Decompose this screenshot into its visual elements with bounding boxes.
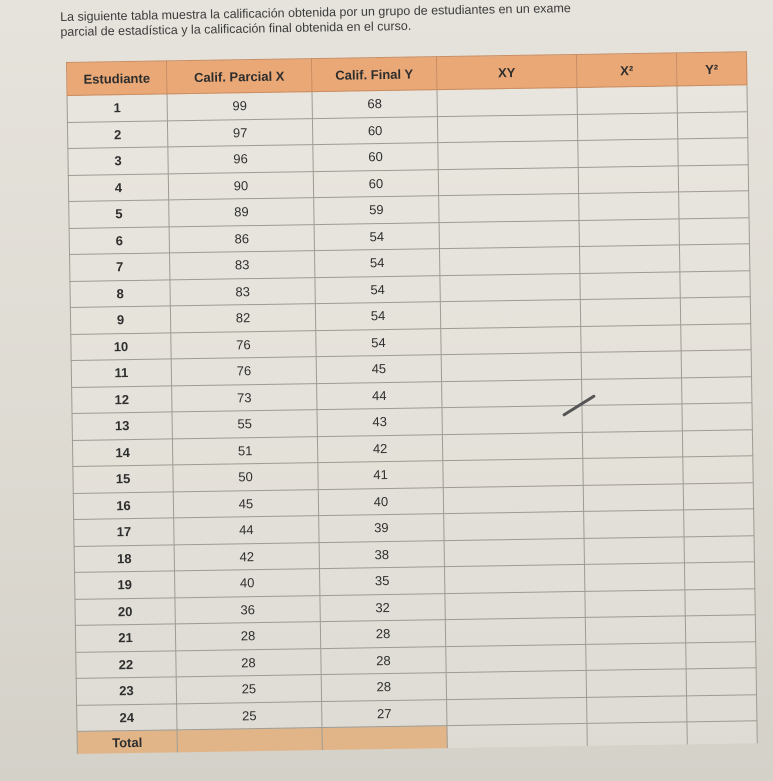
header-y-squared: Y² [676, 52, 747, 86]
cell-estudiante: 6 [69, 226, 169, 254]
cell-xy[interactable] [443, 485, 583, 514]
cell-y-squared[interactable] [682, 429, 752, 457]
cell-estudiante: 10 [71, 332, 171, 360]
cell-x-squared[interactable] [579, 245, 679, 273]
cell-estudiante: 23 [76, 677, 176, 705]
cell-estudiante: 7 [70, 253, 170, 281]
total-y-squared [687, 721, 757, 745]
cell-final-y: 54 [314, 249, 439, 277]
cell-final-y: 41 [318, 461, 443, 489]
cell-x-squared[interactable] [578, 139, 678, 167]
cell-x-squared[interactable] [583, 483, 683, 511]
cell-final-y: 54 [314, 222, 439, 250]
cell-xy[interactable] [446, 670, 586, 699]
header-x-squared: X² [576, 53, 677, 88]
cell-xy[interactable] [437, 87, 577, 116]
cell-xy[interactable] [441, 352, 581, 381]
cell-x-squared[interactable] [583, 457, 683, 485]
cell-final-y: 38 [319, 540, 444, 568]
table-body [67, 85, 757, 732]
cell-xy[interactable] [443, 458, 583, 487]
cell-y-squared[interactable] [682, 403, 752, 431]
cell-final-y: 54 [315, 275, 440, 303]
cell-estudiante: 1 [67, 94, 167, 122]
cell-final-y: 32 [320, 593, 445, 621]
cell-xy[interactable] [440, 299, 580, 328]
cell-x-squared[interactable] [582, 377, 682, 405]
cell-estudiante: 9 [70, 306, 170, 334]
cell-estudiante: 24 [77, 703, 177, 731]
total-xy [447, 723, 587, 748]
cell-parcial-x: 90 [168, 171, 313, 200]
cell-final-y: 35 [319, 567, 444, 595]
cell-y-squared[interactable] [685, 588, 755, 616]
cell-y-squared[interactable] [679, 191, 749, 219]
cell-estudiante: 19 [75, 571, 175, 599]
cell-xy[interactable] [439, 246, 579, 275]
cell-y-squared[interactable] [684, 509, 754, 537]
cell-parcial-x: 28 [175, 622, 320, 651]
cell-y-squared[interactable] [685, 615, 755, 643]
cell-parcial-x: 42 [174, 542, 319, 571]
cell-parcial-x: 45 [173, 489, 318, 518]
cell-estudiante: 17 [74, 518, 174, 546]
cell-y-squared[interactable] [679, 217, 749, 245]
grades-table-wrap [66, 51, 757, 754]
cell-parcial-x: 86 [169, 224, 314, 253]
cell-x-squared[interactable] [581, 351, 681, 379]
cell-parcial-x: 51 [172, 436, 317, 465]
cell-y-squared[interactable] [679, 244, 749, 272]
cell-estudiante: 14 [72, 438, 172, 466]
cell-x-squared[interactable] [584, 510, 684, 538]
cell-final-y: 54 [315, 302, 440, 330]
cell-final-y: 68 [312, 90, 437, 118]
cell-x-squared[interactable] [582, 404, 682, 432]
cell-final-y: 60 [313, 143, 438, 171]
cell-estudiante: 8 [70, 279, 170, 307]
cell-xy[interactable] [444, 538, 584, 567]
total-label: Total [77, 730, 177, 754]
cell-xy[interactable] [441, 326, 581, 355]
cell-estudiante: 22 [76, 650, 176, 678]
cell-final-y: 59 [314, 196, 439, 224]
cell-parcial-x: 89 [169, 198, 314, 227]
cell-x-squared[interactable] [578, 165, 678, 193]
cell-estudiante: 21 [75, 624, 175, 652]
cell-x-squared[interactable] [585, 589, 685, 617]
cell-parcial-x: 83 [170, 277, 315, 306]
cell-estudiante: 11 [71, 359, 171, 387]
cell-parcial-x: 25 [177, 701, 322, 730]
cell-xy[interactable] [440, 273, 580, 302]
cell-parcial-x: 97 [167, 118, 312, 147]
total-x [177, 728, 322, 753]
cell-final-y: 45 [316, 355, 441, 383]
cell-x-squared[interactable] [580, 271, 680, 299]
cell-y-squared[interactable] [683, 456, 753, 484]
cell-x-squared[interactable] [582, 430, 682, 458]
cell-y-squared[interactable] [677, 111, 747, 139]
cell-parcial-x: 76 [171, 330, 316, 359]
cell-x-squared[interactable] [580, 298, 680, 326]
cell-x-squared[interactable] [585, 616, 685, 644]
cell-parcial-x: 55 [172, 410, 317, 439]
cell-estudiante: 4 [68, 173, 168, 201]
cell-parcial-x: 73 [172, 383, 317, 412]
cell-x-squared[interactable] [584, 563, 684, 591]
cell-x-squared[interactable] [577, 86, 677, 114]
cell-estudiante: 16 [73, 491, 173, 519]
cell-parcial-x: 28 [176, 648, 321, 677]
intro-text [60, 0, 770, 40]
cell-parcial-x: 96 [168, 145, 313, 174]
cell-estudiante: 15 [73, 465, 173, 493]
total-y [322, 726, 447, 750]
cell-xy[interactable] [444, 564, 584, 593]
cell-x-squared[interactable] [587, 695, 687, 723]
cell-final-y: 43 [317, 408, 442, 436]
cell-y-squared[interactable] [683, 482, 753, 510]
cell-y-squared[interactable] [677, 85, 747, 113]
cell-estudiante: 18 [74, 544, 174, 572]
cell-final-y: 42 [317, 434, 442, 462]
cell-final-y: 44 [317, 381, 442, 409]
cell-y-squared[interactable] [678, 164, 748, 192]
cell-x-squared[interactable] [586, 642, 686, 670]
cell-xy[interactable] [439, 193, 579, 222]
header-xy: XY [436, 54, 577, 89]
cell-x-squared[interactable] [577, 112, 677, 140]
cell-y-squared[interactable] [680, 270, 750, 298]
cell-parcial-x: 83 [170, 251, 315, 280]
cell-parcial-x: 25 [176, 675, 321, 704]
cell-y-squared[interactable] [686, 668, 756, 696]
cell-parcial-x: 44 [174, 516, 319, 545]
cell-xy[interactable] [442, 379, 582, 408]
cell-x-squared[interactable] [579, 218, 679, 246]
cell-y-squared[interactable] [686, 641, 756, 669]
cell-xy[interactable] [446, 644, 586, 673]
cell-parcial-x: 76 [171, 357, 316, 386]
cell-final-y: 28 [321, 646, 446, 674]
cell-x-squared[interactable] [584, 536, 684, 564]
cell-xy[interactable] [445, 617, 585, 646]
cell-final-y: 28 [320, 620, 445, 648]
cell-xy[interactable] [447, 697, 587, 726]
header-calif-parcial-x: Calif. Parcial X [166, 59, 312, 94]
cell-parcial-x: 50 [173, 463, 318, 492]
cell-y-squared[interactable] [681, 323, 751, 351]
cell-estudiante: 13 [72, 412, 172, 440]
cell-x-squared[interactable] [586, 669, 686, 697]
cell-final-y: 27 [322, 699, 447, 727]
intro-line-2: parcial de estadística y la calificación final obtenida en el curso. [60, 18, 412, 39]
cell-y-squared[interactable] [680, 297, 750, 325]
cell-xy[interactable] [437, 114, 577, 143]
cell-y-squared[interactable] [687, 694, 757, 722]
cell-estudiante: 20 [75, 597, 175, 625]
cell-final-y: 60 [312, 116, 437, 144]
cell-x-squared[interactable] [581, 324, 681, 352]
cell-parcial-x: 36 [175, 595, 320, 624]
header-estudiante: Estudiante [67, 61, 168, 96]
cell-final-y: 60 [313, 169, 438, 197]
cell-xy[interactable] [439, 220, 579, 249]
cell-x-squared[interactable] [579, 192, 679, 220]
cell-y-squared[interactable] [681, 350, 751, 378]
header-calif-final-y: Calif. Final Y [311, 57, 437, 92]
cell-xy[interactable] [445, 591, 585, 620]
cell-parcial-x: 82 [170, 304, 315, 333]
cell-estudiante: 3 [68, 147, 168, 175]
total-x-squared [587, 722, 687, 746]
cell-y-squared[interactable] [682, 376, 752, 404]
cell-parcial-x: 40 [175, 569, 320, 598]
cell-y-squared[interactable] [684, 535, 754, 563]
cell-final-y: 28 [321, 673, 446, 701]
grades-table [66, 51, 758, 754]
cell-y-squared[interactable] [678, 138, 748, 166]
cell-xy[interactable] [438, 167, 578, 196]
cell-final-y: 54 [316, 328, 441, 356]
cell-estudiante: 5 [69, 200, 169, 228]
cell-final-y: 39 [319, 514, 444, 542]
cell-parcial-x: 99 [167, 92, 312, 121]
cell-estudiante: 2 [67, 120, 167, 148]
cell-xy[interactable] [442, 405, 582, 434]
cell-xy[interactable] [438, 140, 578, 169]
cell-xy[interactable] [444, 511, 584, 540]
cell-estudiante: 12 [72, 385, 172, 413]
cell-y-squared[interactable] [684, 562, 754, 590]
intro-line-1: La siguiente tabla muestra la calificación obtenida por un grupo de estudiantes en un exame [60, 1, 571, 24]
cell-final-y: 40 [318, 487, 443, 515]
cell-xy[interactable] [442, 432, 582, 461]
